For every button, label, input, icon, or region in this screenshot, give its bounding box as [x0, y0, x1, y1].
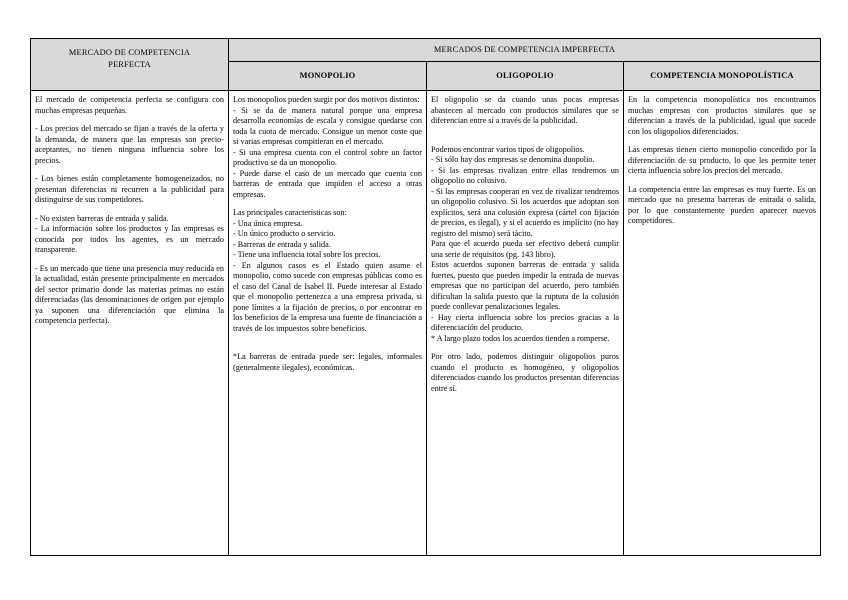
competencia-monopolistica-paragraph: Las empresas tienen cierto monopolio concedido por la diferenciación de su producto, lo que les permite tener cierta influencia sobre los precios del mercado. — [628, 145, 817, 175]
header-perfect-line1: MERCADO DE COMPETENCIA — [68, 48, 191, 57]
competencia-monopolistica-paragraph: La competencia entre las empresas es muy fuerte. Es un mercado que no presenta barreras de entrada o salida, por lo que constantemente pueden aparecer nuevos competidores. — [628, 184, 817, 225]
monopolio-line: - En algunos casos es el Estado quien asume el monopolio, como sucede con empresas públicas como es el caso del Canal de Isabel II. Puede interesar al Estado que el monopolio pertenezca a una empresa privada, si pone límites a la fijación de precios, o por encontrar en los beneficios de la empresa una fuente de financiación a través de los impuestos sobre beneficios. — [233, 260, 422, 333]
oligopolio-line: - Hay cierta influencia sobre los precios gracias a la diferenciación del producto. — [431, 312, 619, 332]
monopolio-line: Los monopolios pueden surgir por dos motivos distintos: — [233, 95, 420, 104]
header-competencia-imperfecta: MERCADOS DE COMPETENCIA IMPERFECTA — [229, 39, 821, 62]
oligopolio-line: Podemos encontrar varios tipos de oligopolios. — [431, 144, 585, 154]
cell-competencia-monopolistica — [624, 91, 821, 556]
monopolio-line: - Puede darse el caso de un mercado que cuenta con barreras de entrada que impiden el acceso a otras empresas. — [233, 168, 422, 199]
monopolio-line: - Si se da de manera natural porque una empresa desarrolla economías de escala y consigue quedarse con toda la cuota de mercado. Consigue un menor coste que si varias empresas compitieran en el mercado. — [233, 105, 422, 146]
oligopolio-line: - Si sólo hay dos empresas se denomina duopolio. — [431, 155, 595, 164]
cell-oligopolio — [427, 91, 624, 556]
cell-monopolio — [229, 91, 427, 556]
oligopolio-line: - Si las empresas rivalizan entre ellas tendremos un oligopolio no colusivo. — [431, 165, 619, 185]
perfecta-paragraph: - Los bienes están completamente homogeneizados, no presentan diferencias ni recurren a la publicidad para distinguirse de sus competidores. — [35, 174, 224, 204]
monopolio-line: Las principales características son: — [233, 208, 347, 217]
monopolio-line: - Un único producto o servicio. — [233, 229, 336, 238]
perfecta-paragraph: - Los precios del mercado se fijan a través de la oferta y la demanda, de manera que las empresas son precio-aceptantes, no tienen ninguna influencia sobre los precios. — [35, 124, 224, 165]
oligopolio-line: Para que el acuerdo pueda ser efectivo deberá cumplir una serie de requisitos (pg. 143 libro). — [431, 239, 619, 259]
perfecta-paragraph: - La información sobre los productos y las empresas es conocida por todos los agentes, es un mercado transparente. — [35, 224, 224, 254]
oligopolio-line: El oligopolio se da cuando unas pocas empresas abastecen al mercado con productos similares que se diferencian entre sí a través de la publicidad. — [431, 95, 619, 125]
header-oligopolio: OLIGOPOLIO — [427, 61, 624, 90]
perfecta-paragraph: - Es un mercado que tiene una presencia muy reducida en la actualidad, están presente principalmente en mercados del sector primario donde las materias primas no están diferenciadas (las denominaciones de origen por ejemplo ya suponen una diferenciación que elimina la competencia perfecta). — [35, 263, 224, 325]
competencia-monopolistica-paragraph: En la competencia monopolística nos encontramos muchas empresas con productos similares que se diferencian a través de la publicidad, igual que sucede con los oligopolios diferenciados. — [628, 95, 817, 136]
monopolio-line: - Si una empresa cuenta con el control sobre un factor productivo se da un monopolio. — [233, 147, 422, 167]
market-comparison-table — [30, 38, 821, 556]
perfecta-paragraph: El mercado de competencia perfecta se configura con muchas empresas pequeñas. — [35, 95, 224, 115]
header-perfect-line2: PERFECTA — [108, 60, 151, 69]
oligopolio-line: - Si las empresas cooperan en vez de rivalizar tendremos un oligopolio colusivo. Si los acuerdos que adoptan son explícitos, será una colusión expresa (cártel con fijación de precios, es ilegal), y si el acuerdo es implícito (no hay registro del mismo) será tácito. — [431, 186, 619, 238]
monopolio-line: - Tiene una influencia total sobre los precios. — [233, 250, 381, 259]
monopolio-line: - Barreras de entrada y salida. — [233, 239, 331, 249]
monopolio-note: *La barreras de entrada puede ser: legales, informales (generalmente ilegales), económicas. — [233, 352, 422, 372]
oligopolio-line: Por otro lado, podemos distinguir oligopolios puros cuando el producto es homogéneo, y oligopolios diferenciados cuando los productos presentan diferencias entre sí. — [431, 352, 619, 393]
oligopolio-line: * A largo plazo todos los acuerdos tienden a romperse. — [431, 333, 610, 343]
cell-competencia-perfecta — [31, 91, 229, 556]
header-competencia-perfecta — [31, 39, 229, 91]
oligopolio-line: Estos acuerdos suponen barreras de entrada y salida fuertes, puesto que pueden impedir la entrada de nuevas empresas que no participan del acuerdo, pero también dificultan la salida puesto que la ruptura de la colusión puede conllevar penalizaciones legales. — [431, 260, 619, 311]
header-monopolio: MONOPOLIO — [229, 61, 427, 90]
perfecta-paragraph: - No existen barreras de entrada y salida. — [35, 213, 169, 223]
header-competencia-monopolistica: COMPETENCIA MONOPOLÍSTICA — [624, 61, 821, 90]
monopolio-line: - Una única empresa. — [233, 218, 303, 228]
